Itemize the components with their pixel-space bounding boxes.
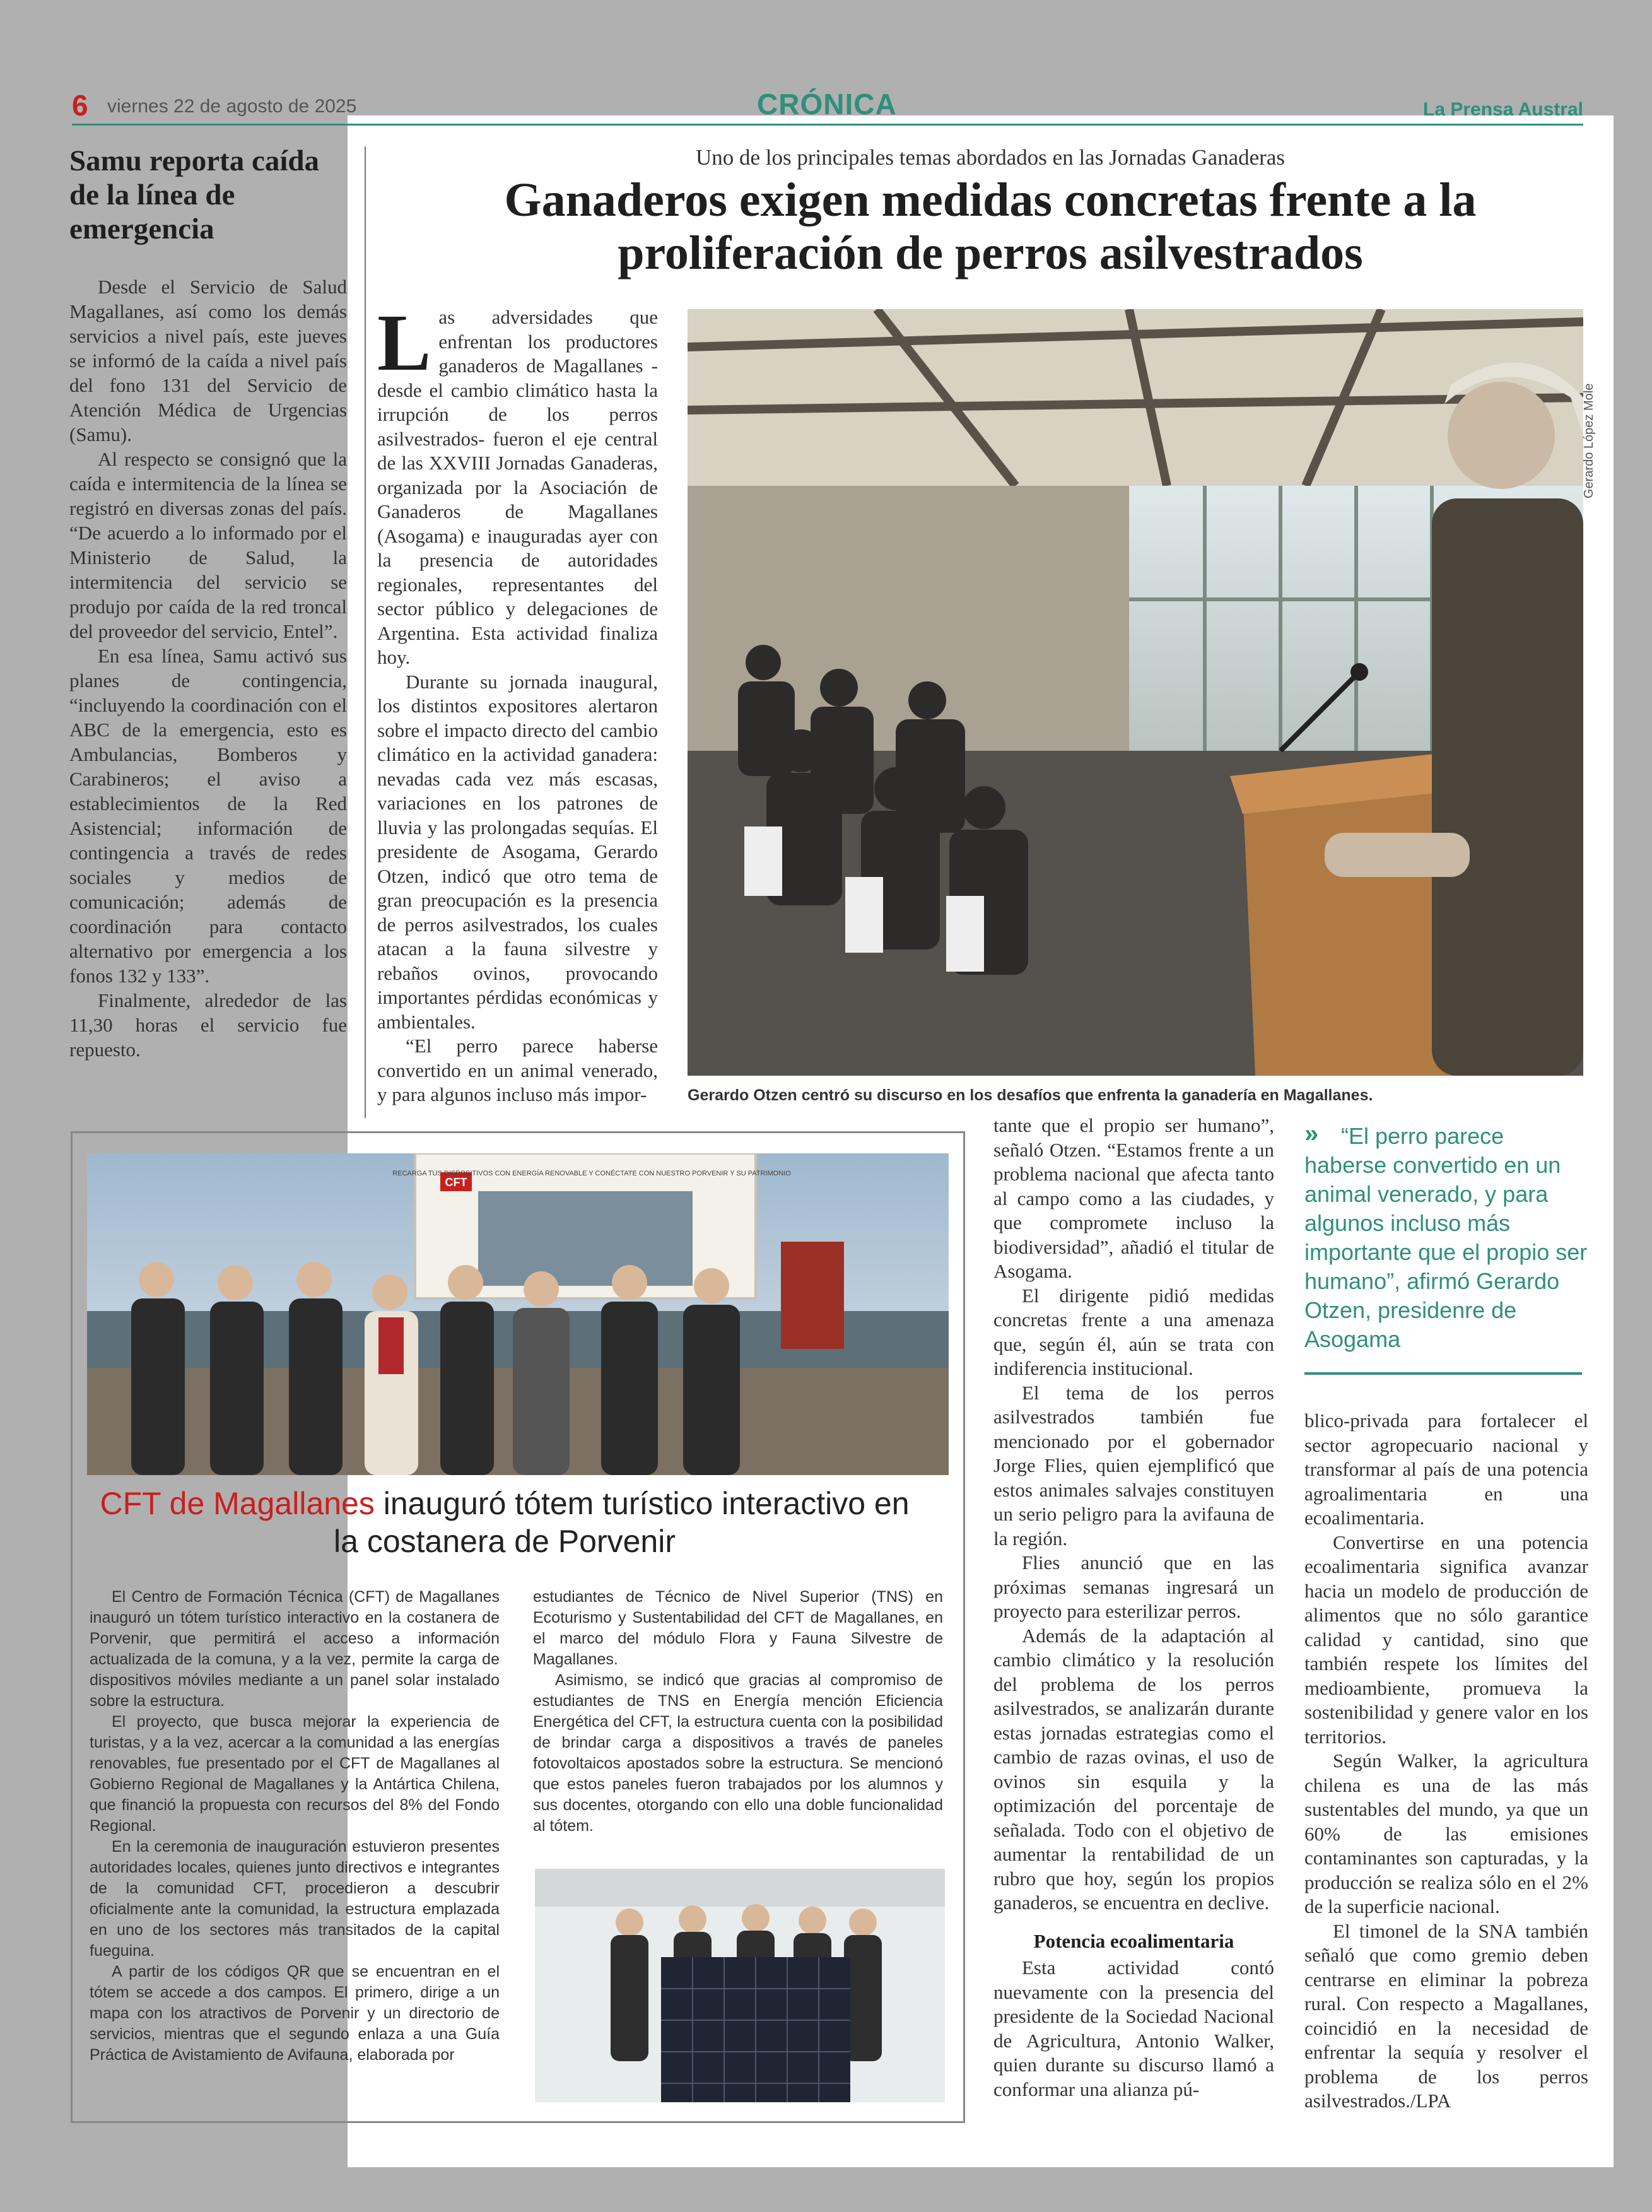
drop-cap: L: [377, 298, 431, 387]
conference-photo-illustration: [688, 309, 1583, 1076]
samu-paragraph: Desde el Servicio de Salud Magallanes, así como los demás servicios a nivel país, este jueves se informó de la caída a nivel país del fono 131 del Servicio de Atención Médica de Urgencias (Samu).: [69, 276, 347, 445]
article-paragraph: Durante su jornada inaugural, los distintos expositores alertaron sobre el impacto directo del cambio climático en la actividad ganadera: nevadas cada vez más escasas, variaciones en los patrones de lluvia y las prolongadas sequías. El presidente de Asogama, Gerardo Otzen, indicó que otro tema de gran preocupación es la presencia de perros asilvestrados, los cuales atacan a la fauna silvestre y rebaños ovinos, provocando importantes pérdidas económicas y ambientales.: [377, 670, 658, 1033]
article-paragraph: El dirigente pidió medidas concretas frente a una amenaza que, según él, aún se trata con indiferencia institucional.: [993, 1284, 1274, 1379]
article-paragraph: Esta actividad contó nuevamente con la presencia del presidente de la Sociedad Nacional de Agricultura, Antonio Walker, quien durante su discurso llamó a conformar una alianza pú-: [993, 1956, 1274, 2100]
page-date: viernes 22 de agosto de 2025: [107, 96, 357, 117]
article-headline: Ganaderos exigen medidas concretas frente a la proliferación de perros asilvestrados: [504, 174, 1477, 279]
cft-paragraph: En la ceremonia de inauguración estuvieron presentes autoridades locales, quienes junto directivos e integrantes de la comunidad CFT, procedieron a descubrir oficialmente ante la comunidad, la estructura emplazada en uno de los sectores más transitados de la capital fueguina.: [90, 1838, 500, 1960]
article-paragraph: El tema de los perros asilvestrados también fue mencionado por el gobernador Jorge Flies, quien ejemplificó que estos animales salvajes constituyen un serio peligro para la avifauna de la región.: [993, 1381, 1274, 1550]
article-paragraph: Flies anunció que en las próximas semanas ingresará un proyecto para esterilizar perros.: [993, 1551, 1274, 1622]
article-subhead: Potencia ecoalimentaria: [1033, 1929, 1234, 1952]
header-rule: [72, 124, 1583, 126]
article-paragraph: blico-privada para fortalecer el sector agropecuario nacional y transformar al país de una potencia agroalimentaria en una ecoalimentaria.: [1304, 1409, 1588, 1529]
photo-caption: Gerardo Otzen centró su discurso en los desafíos que enfrenta la ganadería en Magallanes.: [688, 1086, 1373, 1104]
solar-panel-photo: [535, 1869, 945, 2102]
cft-group-photo: [87, 1153, 949, 1475]
cft-headline: [95, 1485, 915, 1560]
cft-column-2: [533, 1587, 943, 1837]
cft-paragraph: El proyecto, que busca mejorar la experiencia de turistas, y a la vez, acercar a la comunidad a las energías renovables, fue presentado por el CFT de Magallanes al Gobierno Regional de Magallanes y la Antártica Chilena, que financió la propuesta con recursos del 8% del Fondo Regional.: [90, 1713, 500, 1835]
photo-credit: Gerardo López Mole: [1582, 383, 1596, 498]
article-column-3: [1304, 1409, 1588, 2114]
article-paragraph: tante que el propio ser humano”, señaló Otzen. “Estamos frente a un problema nacional que afecta tanto al campo como a las ciudades, y que compromete incluso la biodiversidad”, añadió el titular de Asogama.: [993, 1114, 1274, 1282]
cft-paragraph: estudiantes de Técnico de Nivel Superior (TNS) en Ecoturismo y Sustentabilidad del CFT de Magallanes, en el marco del módulo Flora y Fauna Silvestre de Magallanes.: [533, 1588, 943, 1668]
solar-panel-photo-illustration: [535, 1869, 945, 2102]
article-kicker: Uno de los principales temas abordados en las Jornadas Ganaderas: [695, 145, 1285, 170]
article-paragraph: El timonel de la SNA también señaló que como gremio deben centrarse en eliminar la pobreza rural. Con respecto a Magallanes, coincidió en la necesidad de enfrentar la sequía y resolver el problema de los perros asilvestrados./LPA: [1304, 1919, 1588, 2112]
article-column-1: [377, 298, 658, 1107]
cft-paragraph: El Centro de Formación Técnica (CFT) de Magallanes inauguró un tótem turístico interactivo en la costanera de Porvenir, que permitirá el acceso a información actualizada de la comuna, y a la vez, permite la carga de dispositivos móviles mediante a un panel solar instalado sobre la estructura.: [90, 1588, 500, 1710]
sign-heading-text: RECARGA TUS DISPOSITIVOS CON ENERGÍA RENOVABLE Y CONÉCTATE CON NUESTRO PORVENIR Y SU PATRIMONIO: [392, 1170, 791, 1177]
quote-marker-icon: »: [1304, 1120, 1319, 1148]
article-lead-paragraph: as adversidades que enfrentan los productores ganaderos de Magallanes -desde el cambio climático hasta la irrupción de los perros asilvestrados- fueron el eje central de las XXVIII Jornadas Ganaderas, organizada por la Asociación de Ganaderos de Magallanes (Asogama) e inauguradas ayer con la presencia de autoridades regionales, representantes del sector público y delegaciones de Argentina. Esta actividad finaliza hoy.: [377, 306, 658, 668]
cft-headline-highlight: CFT de Magallanes: [100, 1486, 375, 1521]
article-paragraph: “El perro parece haberse convertido en un animal venerado, y para algunos incluso más impor-: [377, 1035, 658, 1105]
pull-quote-text: “El perro parece haberse convertido en un animal venerado, y para algunos incluso más importante que el propio ser humano”, afirmó Gerardo Otzen, presidenre de Asogama: [1304, 1123, 1588, 1352]
article-paragraph: Según Walker, la agricultura chilena es una de las más sustentables del mundo, ya que un 60% de las emisiones contaminantes son capturadas, y la producción se realiza sólo en el 2% de la superficie nacional.: [1304, 1750, 1588, 1917]
article-paragraph: Además de la adaptación al cambio climático y la resolución del problema de los perros asilvestrados, se analizarán durante estas jornadas estrategias como el cambio de razas ovinas, el uso de ovinos sin esquila y la optimización del porcentaje de señalada. Todo con el objetivo de aumentar la rentabilidad de un rubro que hoy, según los propios ganaderos, se encuentra en declive.: [993, 1624, 1274, 1914]
sign-logo-text: CFT: [445, 1176, 467, 1189]
samu-headline: Samu reporta caída de la línea de emergencia: [69, 144, 320, 245]
samu-paragraph: En esa línea, Samu activó sus planes de contingencia, “incluyendo la coordinación con el ABC de la emergencia, esto es Ambulancias, Bomberos y Carabineros; el aviso a establecimientos de la Red Asistencial; información de contingencia a través de redes sociales y medios de comunicación; además de coordinación para contacto alternativo por emergencia a los fonos 132 y 133”.: [69, 645, 347, 987]
section-title: CRÓNICA: [757, 88, 897, 121]
cft-paragraph: A partir de los códigos QR que se encuentran en el tótem se accede a dos campos. El primero, dirige a un mapa con los atractivos de Porvenir y un directorio de servicios, mientras que el segundo enlaza a una Guía Práctica de Avistamiento de Avifauna, elaborada por: [90, 1963, 500, 2064]
column-divider: [365, 146, 366, 1118]
page-number: 6: [72, 89, 88, 122]
samu-body: [69, 274, 347, 1062]
pull-quote-rule: [1304, 1372, 1582, 1375]
group-photo-illustration: [87, 1153, 949, 1475]
pull-quote: [1304, 1122, 1588, 1354]
samu-paragraph: Finalmente, alrededor de las 11,30 horas el servicio fue repuesto.: [69, 989, 347, 1061]
cft-paragraph: Asimismo, se indicó que gracias al compromiso de estudiantes de TNS en Energía mención Eficiencia Energética del CFT, la estructura cuenta con la posibilidad de brindar carga a dispositivos a través de paneles fotovoltaicos apostados sobre la estructura. Se mencionó que estos paneles fueron trabajados por los alumnos y sus docentes, otorgando con ello una doble funcionalidad al tótem.: [533, 1671, 943, 1835]
article-paragraph: Convertirse en una potencia ecoalimentaria significa avanzar hacia un modelo de producción de alimentos que no sólo garantice calidad y cantidad, sino que también respete los límites del medioambiente, promueva la sostenibilidad y genere valor en los territorios.: [1304, 1531, 1588, 1748]
cft-column-1: [90, 1587, 500, 2066]
main-photo: [688, 309, 1583, 1076]
cft-headline-rest: inauguró tótem turístico interactivo en la costanera de Porvenir: [334, 1486, 910, 1559]
samu-paragraph: Al respecto se consignó que la caída e intermitencia de la línea se registró en diversas zonas del país. “De acuerdo a lo informado por el Ministerio de Salud, la intermitencia del servicio se produjo por caída de la red troncal del proveedor del servicio, Entel”.: [69, 448, 347, 642]
newspaper-name: La Prensa Austral: [1423, 99, 1583, 120]
article-column-2: [993, 1114, 1274, 2102]
